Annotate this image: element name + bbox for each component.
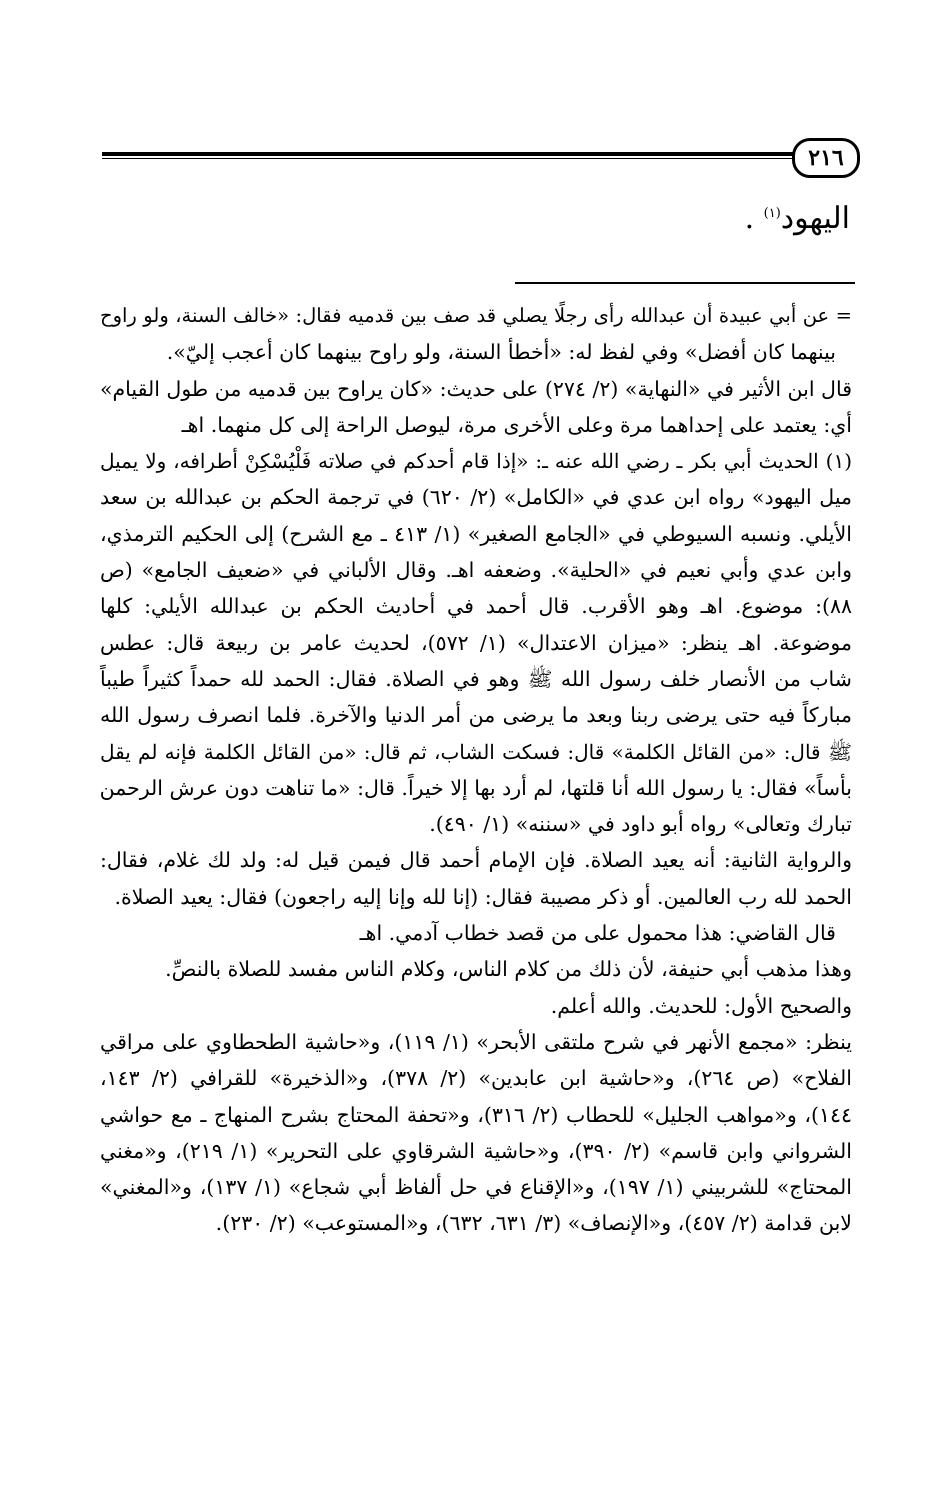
footnote-line: ميل اليهود» رواه ابن عدي في «الكامل» (٢/ ٦٢٠) في ترجمة الحكم بن عبدالله بن سعد	[100, 485, 852, 510]
footnote-line: ينظر: «مجمع الأنهر في شرح ملتقى الأبحر» (١/ ١١٩)، و«حاشية الطحطاوي على مراقي	[100, 1029, 853, 1054]
footnote-line: ٨٨): موضوع. اهـ وهو الأقرب. قال أحمد في أحاديث الحكم بن عبدالله الأيلي: كلها	[100, 594, 852, 619]
footnote-line: والرواية الثانية: أنه يعيد الصلاة. فإن الإمام أحمد قال فيمن قيل له: ولد لك غلام، فقال:	[100, 848, 852, 873]
header-rule	[102, 152, 800, 156]
main-text-word: اليهود	[780, 201, 850, 236]
footnote-line: بأساً» فقال: يا رسول الله أنا قلتها، لم أرد بها إلا خيراً. قال: «ما تناهت دون عرش الرحمن	[99, 775, 852, 800]
footnote-line: المحتاج» للشربيني (١/ ١٩٧)، و«الإقناع في حل ألفاظ أبي شجاع» (١/ ١٣٧)، و«المغني»	[100, 1175, 852, 1200]
main-text-period: .	[744, 201, 764, 236]
footnote-line: وابن عدي وأبي نعيم في «الحلية». وضعفه اهـ. وقال الألباني في «ضعيف الجامع» (ص	[100, 558, 852, 583]
footnote-line: تبارك وتعالى» رواه أبو داود في «سننه» (١/ ٤٩٠).	[429, 812, 852, 837]
footnote-line: ﷺ قال: «من القائل الكلمة» قال: فسكت الشاب، ثم قال: «من القائل الكلمة فإنه لم يقل	[100, 739, 852, 764]
footnote-line: قال ابن الأثير في «النهاية» (٢/ ٢٧٤) على حديث: «كان يراوح بين قدميه من طول القيام»	[99, 376, 852, 401]
page-number: ٢١٦	[792, 138, 860, 178]
footnote-line: موضوعة. اهـ ينظر: «ميزان الاعتدال» (١/ ٥٧٢)، لحديث عامر بن ربيعة قال: عطس	[100, 630, 852, 655]
footnote-line: لابن قدامة (٢/ ٤٥٧)، و«الإنصاف» (٣/ ٦٣١، ٦٣٢)، و«المستوعب» (٢/ ٢٣٠).	[215, 1211, 852, 1236]
footnote-line: الأيلي. ونسبه السيوطي في «الجامع الصغير» (١/ ٤١٣ ـ مع الشرح) إلى الحكيم الترمذي،	[100, 521, 852, 546]
footnote-line: ١٤٤)، و«مواهب الجليل» للحطاب (٢/ ٣١٦)، و«تحفة المحتاج بشرح المنهاج ـ مع حواشي	[100, 1102, 852, 1127]
footnote-line: والصحيح الأول: للحديث. والله أعلم.	[550, 993, 852, 1018]
footnote-line: = عن أبي عبيدة أن عبدالله رأى رجلًا يصلي قد صف بين قدميه فقال: «خالف السنة، ولو راوح	[100, 304, 852, 327]
header-rule-thin	[102, 158, 800, 159]
footnote-reference: (١)	[763, 206, 781, 221]
main-text	[150, 192, 850, 241]
footnote-line: الفلاح» (ص ٢٦٤)، و«حاشية ابن عابدين» (٢/ ٣٧٨)، و«الذخيرة» للقرافي (٢/ ١٤٣،	[100, 1066, 852, 1091]
footnote-line: الحمد لله رب العالمين. أو ذكر مصيبة فقال: (إنا لله وإنا إليه راجعون) فقال: يعيد الصلاة.	[114, 884, 852, 909]
footnote-line: وهذا مذهب أبي حنيفة، لأن ذلك من كلام الناس، وكلام الناس مفسد للصلاة بالنصِّ.	[165, 957, 852, 982]
footnote-separator	[515, 282, 855, 284]
page-header	[102, 138, 860, 182]
footnote-line: قال القاضي: هذا محمول على من قصد خطاب آدمي. اهـ	[359, 921, 836, 946]
footnotes-block	[100, 298, 852, 1242]
footnote-line: مباركاً فيه حتى يرضى ربنا وبعد ما يرضى من أمر الدنيا والآخرة. فلما انصرف رسول الله	[100, 703, 852, 728]
footnote-line: شاب من الأنصار خلف رسول الله ﷺ وهو في الصلاة. فقال: الحمد لله حمداً كثيراً طيباً	[100, 666, 852, 691]
footnote-line: أي: يعتمد على إحداهما مرة وعلى الأخرى مرة، ليوصل الراحة إلى كل منهما. اهـ	[181, 412, 852, 437]
footnote-line: (١) الحديث أبي بكر ـ رضي الله عنه ـ: «إذا قام أحدكم في صلاته فَلْيُسْكِنْ أطرافه، ولا يميل	[100, 449, 852, 474]
footnote-line: الشرواني وابن قاسم» (٢/ ٣٩٠)، و«حاشية الشرقاوي على التحرير» (١/ ٢١٩)، و«مغني	[100, 1138, 852, 1163]
footnote-line: بينهما كان أفضل» وفي لفظ له: «أخطأ السنة، ولو راوح بينهما كان أعجب إليّ».	[166, 340, 836, 365]
